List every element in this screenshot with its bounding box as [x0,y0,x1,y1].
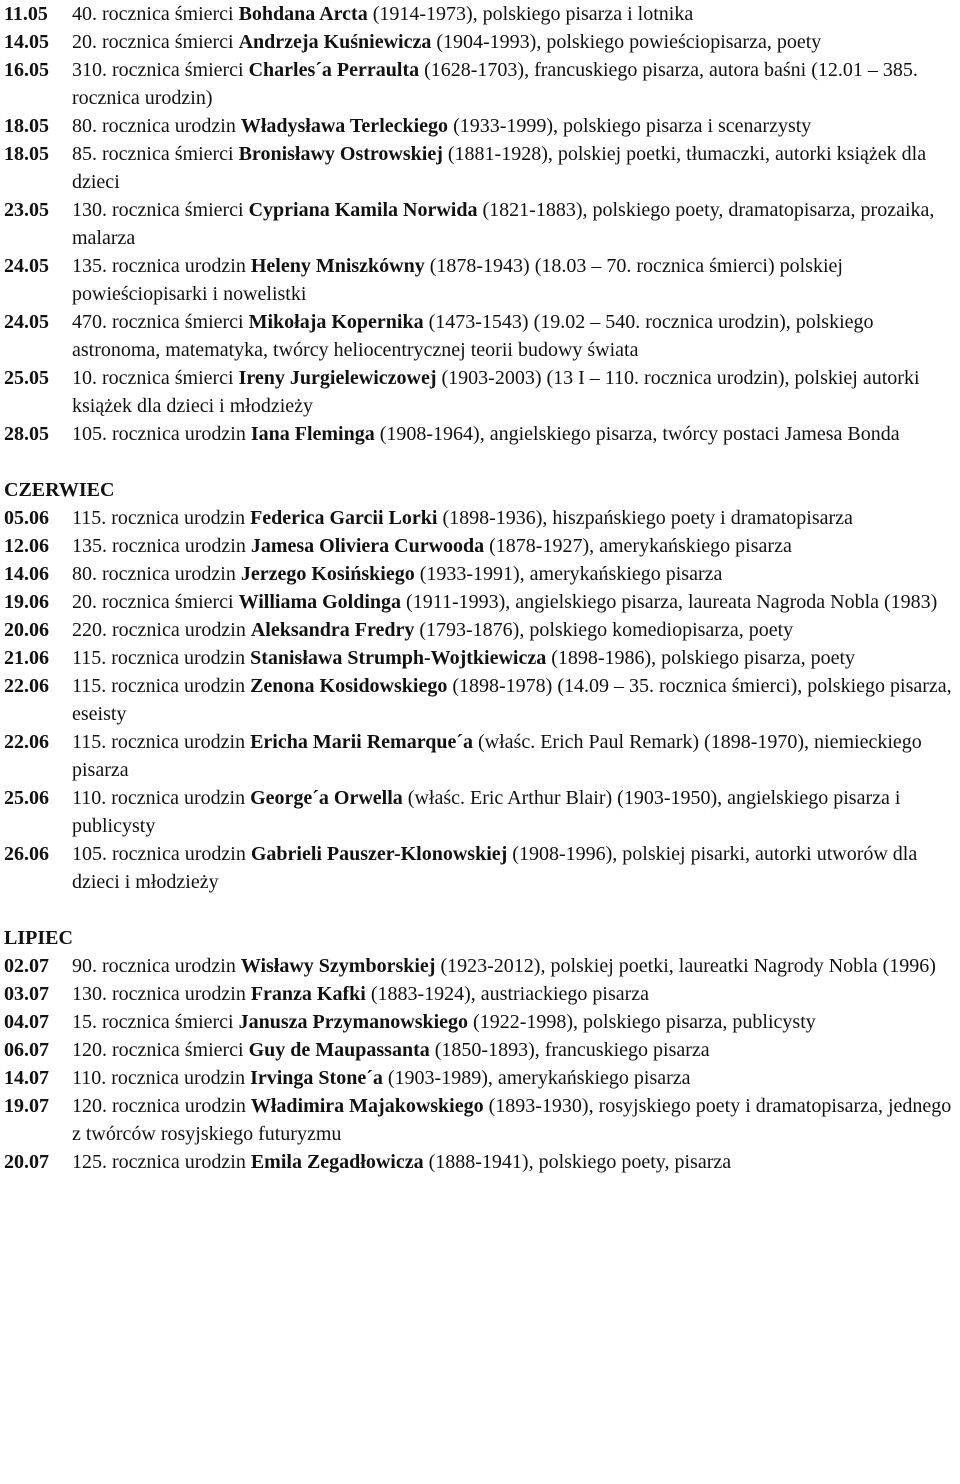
entry-person-name: Wisławy Szymborskiej [240,955,436,977]
entry-date: 25.06 [4,787,49,809]
entry-person-name: Emila Zegadłowicza [250,1151,424,1173]
entry-date: 14.05 [4,31,49,53]
entry-date: 20.06 [4,619,49,641]
entry-date: 25.05 [4,367,49,389]
month-heading: CZERWIEC [4,479,115,501]
entry-person-name: Williama Goldinga [238,591,402,613]
entry-person-name: George´a Orwella [250,787,403,809]
entry-person-name: Mikołaja Kopernika [248,311,424,333]
anniversary-entry [4,56,956,112]
entry-person-name: Ireny Jurgielewiczowej [238,367,437,389]
entry-date: 18.05 [4,115,49,137]
entry-description: (1898-1986), polskiego pisarza, poety [546,647,856,669]
anniversary-entry [4,1036,956,1064]
entry-date: 16.05 [4,59,49,81]
entry-description: (właśc. Erich Paul Remark) (1898-1970), niemieckiego pisarza [72,731,922,781]
entry-description: (1878-1927), amerykańskiego pisarza [484,535,792,557]
entry-description: (1908-1996), polskiej pisarki, autorki utworów dla dzieci i młodzieży [72,843,918,893]
entry-description: (1628-1703), francuskiego pisarza, autora baśni (12.01 – 385. rocznica urodzin) [72,59,918,109]
entry-anniversary-text: 135. rocznica urodzin [72,255,251,277]
entry-date: 12.06 [4,535,49,557]
entry-description: (1793-1876), polskiego komediopisarza, poety [414,619,794,641]
entry-date: 14.07 [4,1067,49,1089]
anniversary-entry [4,420,956,448]
month-heading: LIPIEC [4,927,73,949]
entry-anniversary-text: 115. rocznica urodzin [72,507,251,529]
entry-anniversary-text: 105. rocznica urodzin [72,843,251,865]
anniversary-entry [4,644,956,672]
anniversary-entry [4,532,956,560]
entry-anniversary-text: 40. rocznica śmierci [72,3,239,25]
entry-date: 22.06 [4,675,49,697]
anniversary-entry [4,672,956,728]
entry-date: 19.07 [4,1095,49,1117]
entry-anniversary-text: 115. rocznica urodzin [72,675,251,697]
entry-anniversary-text: 10. rocznica śmierci [72,367,239,389]
anniversary-entry [4,196,956,252]
entry-person-name: Federica Garcii Lorki [250,507,438,529]
entry-description: (1914-1973), polskiego pisarza i lotnika [367,3,694,25]
entry-person-name: Andrzeja Kuśniewicza [238,31,432,53]
anniversary-entry [4,0,956,28]
entry-anniversary-text: 110. rocznica urodzin [72,1067,251,1089]
entry-date: 21.06 [4,647,49,669]
anniversary-entry [4,1008,956,1036]
entry-person-name: Guy de Maupassanta [248,1039,430,1061]
entry-person-name: Jerzego Kosińskiego [240,563,415,585]
entry-person-name: Janusza Przymanowskiego [238,1011,469,1033]
entry-anniversary-text: 115. rocznica urodzin [72,647,251,669]
anniversary-entry [4,728,956,784]
entry-person-name: Zenona Kosidowskiego [250,675,448,697]
entry-description: (1888-1941), polskiego poety, pisarza [423,1151,732,1173]
entry-anniversary-text: 120. rocznica śmierci [72,1039,249,1061]
entry-person-name: Iana Fleminga [250,423,375,445]
entry-anniversary-text: 220. rocznica urodzin [72,619,251,641]
entry-person-name: Bronisławy Ostrowskiej [238,143,443,165]
entry-anniversary-text: 105. rocznica urodzin [72,423,251,445]
entry-person-name: Ericha Marii Remarque´a [250,731,473,753]
anniversary-entry [4,252,956,308]
entry-anniversary-text: 90. rocznica urodzin [72,955,241,977]
entry-date: 03.07 [4,983,49,1005]
entry-date: 11.05 [4,3,48,25]
anniversary-entry [4,308,956,364]
anniversary-entry [4,784,956,840]
entry-anniversary-text: 115. rocznica urodzin [72,731,251,753]
entry-anniversary-text: 80. rocznica urodzin [72,115,241,137]
entry-date: 20.07 [4,1151,49,1173]
entry-description: (1908-1964), angielskiego pisarza, twórcy postaci Jamesa Bonda [374,423,900,445]
entry-description: (1911-1993), angielskiego pisarza, laureata Nagroda Nobla (1983) [401,591,938,613]
entry-person-name: Franza Kafki [250,983,366,1005]
anniversary-entry [4,952,956,980]
anniversary-entry [4,1148,956,1176]
anniversary-entry [4,980,956,1008]
entry-person-name: Bohdana Arcta [238,3,368,25]
entry-description: (1850-1893), francuskiego pisarza [429,1039,710,1061]
entry-anniversary-text: 20. rocznica śmierci [72,591,239,613]
entry-person-name: Irvinga Stone´a [250,1067,383,1089]
entry-date: 24.05 [4,311,49,333]
anniversary-entry [4,616,956,644]
entry-date: 05.06 [4,507,49,529]
entry-description: (1878-1943) (18.03 – 70. rocznica śmierci) polskiej powieściopisarki i nowelistki [72,255,843,305]
entry-date: 23.05 [4,199,49,221]
entry-date: 02.07 [4,955,49,977]
entry-person-name: Gabrieli Pauszer-Klonowskiej [250,843,508,865]
entry-person-name: Władimira Majakowskiego [250,1095,484,1117]
entry-description: (1903-2003) (13 I – 110. rocznica urodzin), polskiej autorki książek dla dzieci i młodzieży [72,367,920,417]
entry-description: (1881-1928), polskiej poetki, tłumaczki, autorki książek dla dzieci [72,143,927,193]
anniversary-entry [4,560,956,588]
entry-date: 04.07 [4,1011,49,1033]
entry-person-name: Heleny Mniszkówny [250,255,425,277]
entry-description: (1821-1883), polskiego poety, dramatopisarza, prozaika, malarza [72,199,935,249]
anniversary-entry [4,364,956,420]
anniversary-entry [4,1064,956,1092]
entry-description: (1898-1936), hiszpańskiego poety i dramatopisarza [437,507,853,529]
entry-description: (1473-1543) (19.02 – 540. rocznica urodzin), polskiego astronoma, matematyka, twórcy heliocentrycznej teorii budowy świata [72,311,874,361]
anniversary-entry [4,140,956,196]
entry-description: (1904-1993), polskiego powieściopisarza, poety [431,31,822,53]
entry-anniversary-text: 130. rocznica śmierci [72,199,249,221]
anniversary-entry [4,504,956,532]
entry-person-name: Cypriana Kamila Norwida [248,199,478,221]
entry-anniversary-text: 85. rocznica śmierci [72,143,239,165]
entry-person-name: Aleksandra Fredry [250,619,415,641]
entry-anniversary-text: 130. rocznica urodzin [72,983,251,1005]
anniversary-entry [4,588,956,616]
entry-date: 19.06 [4,591,49,613]
entry-anniversary-text: 15. rocznica śmierci [72,1011,239,1033]
anniversary-entry [4,1092,956,1148]
entry-anniversary-text: 470. rocznica śmierci [72,311,249,333]
entry-date: 26.06 [4,843,49,865]
anniversary-entry [4,112,956,140]
entry-description: (1922-1998), polskiego pisarza, publicysty [468,1011,816,1033]
entry-anniversary-text: 20. rocznica śmierci [72,31,239,53]
entry-person-name: Jamesa Oliviera Curwooda [250,535,485,557]
anniversary-entry [4,840,956,896]
entry-description: (1903-1989), amerykańskiego pisarza [382,1067,691,1089]
entry-anniversary-text: 125. rocznica urodzin [72,1151,251,1173]
entry-anniversary-text: 310. rocznica śmierci [72,59,249,81]
entry-description: (właśc. Eric Arthur Blair) (1903-1950), angielskiego pisarza i publicysty [72,787,901,837]
entry-description: (1923-2012), polskiej poetki, laureatki Nagrody Nobla (1996) [435,955,936,977]
entry-anniversary-text: 80. rocznica urodzin [72,563,241,585]
entry-description: (1893-1930), rosyjskiego poety i dramatopisarza, jednego z twórców rosyjskiego futuryzmu [72,1095,952,1145]
anniversary-entry [4,28,956,56]
entry-anniversary-text: 120. rocznica urodzin [72,1095,251,1117]
entry-date: 24.05 [4,255,49,277]
entry-date: 14.06 [4,563,49,585]
entry-date: 06.07 [4,1039,49,1061]
entry-description: (1898-1978) (14.09 – 35. rocznica śmierci), polskiego pisarza, eseisty [72,675,952,725]
entry-date: 28.05 [4,423,49,445]
entry-description: (1933-1999), polskiego pisarza i scenarzysty [448,115,812,137]
entry-date: 18.05 [4,143,49,165]
entry-date: 22.06 [4,731,49,753]
entry-person-name: Władysława Terleckiego [240,115,449,137]
entry-description: (1933-1991), amerykańskiego pisarza [414,563,723,585]
entry-anniversary-text: 110. rocznica urodzin [72,787,251,809]
entry-person-name: Charles´a Perraulta [248,59,420,81]
entry-anniversary-text: 135. rocznica urodzin [72,535,251,557]
entry-description: (1883-1924), austriackiego pisarza [365,983,650,1005]
entry-person-name: Stanisława Strumph-Wojtkiewicza [250,647,547,669]
